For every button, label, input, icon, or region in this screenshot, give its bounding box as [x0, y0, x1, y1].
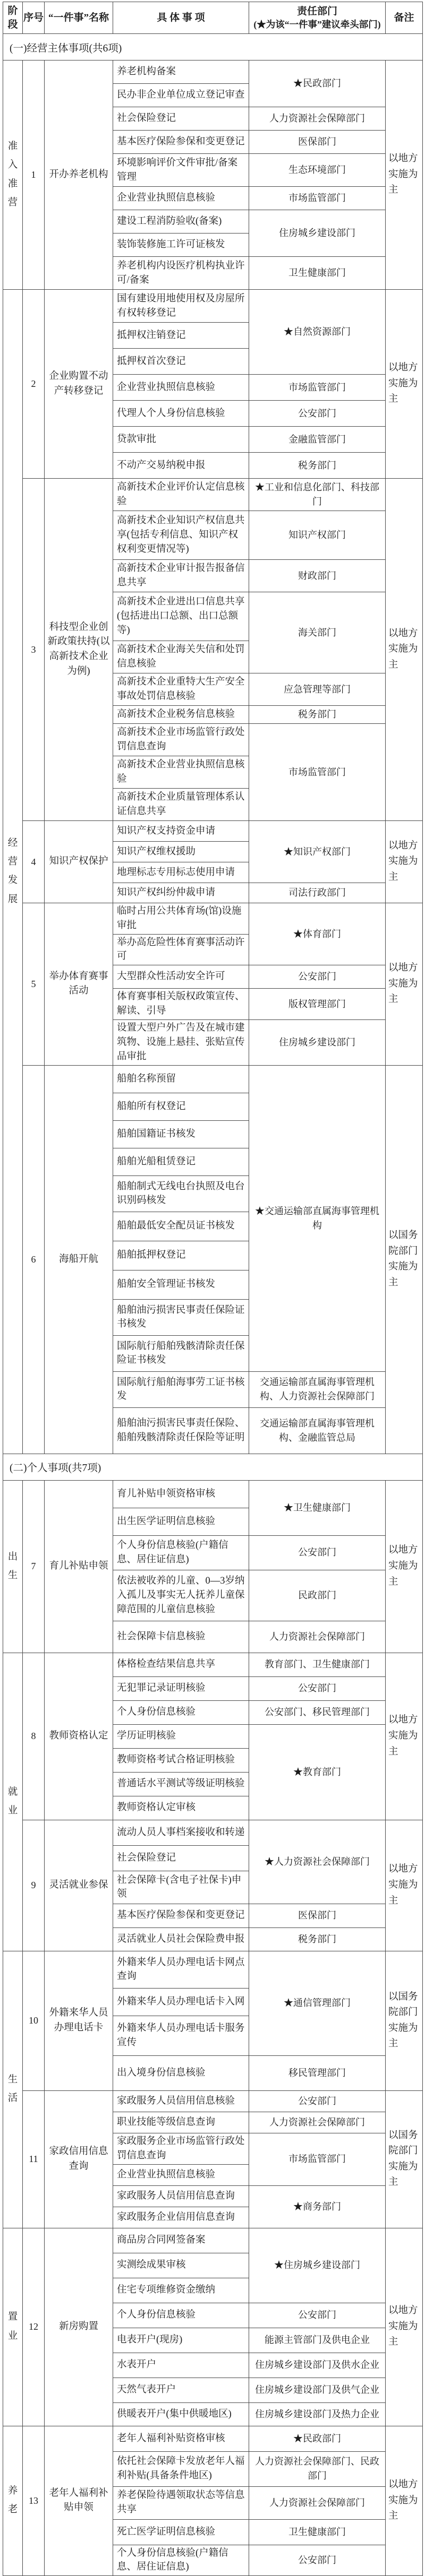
dept-cell: ★体育部门: [249, 903, 386, 965]
dept-cell: 生态环境部门: [249, 154, 386, 187]
item-cell: 装饰装修施工许可证核发: [113, 234, 249, 257]
item-cell: 外籍来华人员办理电话卡网点查询: [113, 1951, 249, 1988]
table-row: [3, 2426, 423, 2451]
remark-cell: 以地方实施为主: [386, 821, 423, 903]
item-cell: 体育赛事相关版权政策宣传、解读、引导: [113, 989, 249, 1020]
item-cell: 船舶国籍证书核发: [113, 1120, 249, 1148]
dept-cell: 司法行政部门: [249, 883, 386, 903]
dept-cell: 住房城乡建设部门及热力企业: [249, 2402, 386, 2426]
item-cell: 船舶制式无线电台执照及电台识别码核发: [113, 1175, 249, 1212]
dept-cell: 海关部门: [249, 592, 386, 673]
dept-cell: 教育部门、卫生健康部门: [249, 1653, 386, 1676]
item-cell: 出入境身份信息核验: [113, 2055, 249, 2090]
table-row: [3, 1951, 423, 1988]
dept-cell: ★知识产权部门: [249, 821, 386, 883]
stage-label: 生活: [7, 2074, 18, 2104]
dept-cell: 交通运输部直属海事管理机构、人力资源社会保障部门: [249, 1371, 386, 1407]
dept-cell: 应急管理等部门: [249, 673, 386, 706]
item-cell: 无犯罪记录证明核验: [113, 1676, 249, 1700]
stage-cell: [3, 1653, 23, 1951]
item-cell: 国际航行船舶残骸清除责任保险证书核发: [113, 1335, 249, 1371]
item-cell: 家政服务企业市场监管行政处罚信息查询: [113, 2133, 249, 2164]
item-cell: 实测绘成果审核: [113, 2253, 249, 2278]
one-thing-name: 外籍来华人员办理电话卡: [45, 1951, 113, 2090]
dept-cell: 交通运输部直属海事管理机构、金融监管总局: [249, 1407, 386, 1454]
dept-cell: 市场监管部门: [249, 724, 386, 821]
item-cell: 举办高危险性体育赛事活动许可: [113, 934, 249, 965]
stage-label: 经营发展: [7, 838, 18, 905]
stage-label: 就业: [7, 1787, 18, 1817]
row-number: 6: [23, 1065, 45, 1454]
item-cell: 国有建设用地使用权及房屋所有权转移登记: [113, 290, 249, 323]
dept-cell: ★卫生健康部门: [249, 1480, 386, 1535]
row-number: 3: [23, 479, 45, 821]
item-cell: 高新技术企业审计报告报备信息共享: [113, 560, 249, 592]
dept-cell: ★民政部门: [249, 60, 386, 107]
item-cell: 企业营业执照信息核验: [113, 187, 249, 210]
item-cell: 灵活就业人员社会保险费申报: [113, 1927, 249, 1951]
remark-cell: 以地方实施为主: [386, 290, 423, 479]
table-header: [3, 2, 423, 34]
dept-cell: 公安部门: [249, 2303, 386, 2328]
one-thing-name: 新房购置: [45, 2228, 113, 2426]
item-cell: 船舶名称预留: [113, 1065, 249, 1093]
item-cell: 依托社会保障卡发放老年人福利补贴(具备条件地区): [113, 2451, 249, 2486]
row-number: 10: [23, 1951, 45, 2090]
one-thing-name: 开办养老机构: [45, 60, 113, 290]
dept-cell: 公安部门: [249, 965, 386, 989]
item-cell: 知识产权支持资金申请: [113, 821, 249, 842]
dept-cell: 住房城乡建设部门及供气企业: [249, 2378, 386, 2402]
item-cell: 企业营业执照信息核验: [113, 2164, 249, 2185]
item-cell: 不动产交易纳税申报: [113, 453, 249, 479]
item-cell: 老年人福利补贴资格审核: [113, 2426, 249, 2451]
stage-cell: [3, 2228, 23, 2426]
row-number: 5: [23, 903, 45, 1066]
one-thing-name: 企业购置不动产转移登记: [45, 290, 113, 479]
item-cell: 教师资格认定审核: [113, 1796, 249, 1820]
item-cell: 建设工程消防验收(备案): [113, 210, 249, 234]
item-cell: 商品房合同网签备案: [113, 2228, 249, 2253]
item-cell: 基本医疗保险参保和变更登记: [113, 131, 249, 154]
item-cell: 学历证明核验: [113, 1724, 249, 1748]
remark-cell: 以地方实施为主: [386, 479, 423, 821]
dept-cell: 税务部门: [249, 453, 386, 479]
row-number: 13: [23, 2426, 45, 2576]
item-cell: 养老机构备案: [113, 60, 249, 84]
item-cell: 育儿补贴申领资格审核: [113, 1480, 249, 1508]
item-cell: 社会保障卡信息核验: [113, 1621, 249, 1653]
remark-cell: 以地方实施为主: [386, 2228, 423, 2426]
remark-cell: 以地方实施为主: [386, 2426, 423, 2576]
item-cell: 高新技术企业质量管理体系认证信息共享: [113, 789, 249, 821]
remark-cell: 以国务院部门实施为主: [386, 1951, 423, 2090]
item-cell: 依法被收养的儿童、0—3岁纳入孤儿及事实无人抚养儿童保障范围的儿童信息核验: [113, 1570, 249, 1621]
stage-label: 置业: [7, 2312, 18, 2341]
stage-label: 准入准营: [7, 141, 18, 208]
item-cell: 抵押权注销登记: [113, 323, 249, 349]
item-cell: 船舶抵押权登记: [113, 1241, 249, 1270]
header-row: [3, 2, 423, 34]
remark-cell: 以地方实施为主: [386, 1653, 423, 1820]
item-cell: 船舶所有权登记: [113, 1093, 249, 1120]
item-cell: 高新技术企业知识产权信息共享(包括专利信息、知识产权权利变更情况等): [113, 511, 249, 560]
dept-cell: 财政部门: [249, 560, 386, 592]
item-cell: 大型群众性活动安全许可: [113, 965, 249, 989]
item-cell: 环境影响评价文件审批/备案管理: [113, 154, 249, 187]
header-dept: [249, 2, 386, 34]
dept-cell: 公安部门: [249, 2545, 386, 2576]
table-row: [3, 2090, 423, 2112]
remark-cell: 以地方实施为主: [386, 1480, 423, 1653]
dept-cell: ★人力资源社会保障部门: [249, 1820, 386, 1904]
dept-cell: 市场监管部门: [249, 375, 386, 401]
row-number: 4: [23, 821, 45, 903]
stage-cell: [3, 1951, 23, 2228]
item-cell: 基本医疗保险参保和变更登记: [113, 1904, 249, 1927]
table-row: [3, 1065, 423, 1093]
item-cell: 天然气表开户: [113, 2378, 249, 2402]
dept-cell: ★工业和信息化部门、科技部门: [249, 479, 386, 511]
item-cell: 地理标志专用标志使用申请: [113, 862, 249, 883]
dept-cell: 税务部门: [249, 706, 386, 724]
remark-cell: 以国务院部门实施为主: [386, 2090, 423, 2228]
dept-cell: 知识产权部门: [249, 511, 386, 560]
one-thing-name: 知识产权保护: [45, 821, 113, 903]
dept-cell: 公安部门、移民管理部门: [249, 1700, 386, 1724]
one-thing-name: 海船开航: [45, 1065, 113, 1454]
dept-cell: 能源主管部门及供电企业: [249, 2328, 386, 2353]
section-title: (二)个人事项(共7项): [3, 1454, 423, 1480]
item-cell: 船舶油污损害民事责任保险证书核发: [113, 1299, 249, 1335]
stage-cell: [3, 60, 23, 290]
row-number: 7: [23, 1480, 45, 1653]
item-cell: 养老机构内设医疗机构执业许可/备案: [113, 257, 249, 290]
item-cell: 供暖表开户(集中供暖地区): [113, 2402, 249, 2426]
remark-cell: 以地方实施为主: [386, 903, 423, 1066]
item-cell: 知识产权纠纷仲裁申请: [113, 883, 249, 903]
item-cell: 社会保障卡(含电子社保卡)申领: [113, 1871, 249, 1904]
dept-cell: 住房城乡建设部门: [249, 1019, 386, 1065]
stage-cell: [3, 2426, 23, 2576]
dept-cell: 医保部门: [249, 1904, 386, 1927]
dept-cell: 卫生健康部门: [249, 257, 386, 290]
section-header-row: [3, 1454, 423, 1480]
dept-cell: 公安部门: [249, 2090, 386, 2112]
item-cell: 流动人员人事档案接收和转递: [113, 1820, 249, 1845]
dept-cell: 金融监管部门: [249, 427, 386, 453]
item-cell: 高新技术企业海关失信和处罚信息核验: [113, 641, 249, 673]
item-cell: 水表开户: [113, 2353, 249, 2378]
item-cell: 国际航行船舶海事劳工证书核发: [113, 1371, 249, 1407]
header-remark: 备注: [386, 2, 423, 34]
item-cell: 普通话水平测试等级证明核验: [113, 1772, 249, 1796]
dept-cell: 版权管理部门: [249, 989, 386, 1020]
row-number: 11: [23, 2090, 45, 2228]
dept-cell: ★住房城乡建设部门: [249, 2228, 386, 2303]
one-thing-services-table: [3, 2, 423, 2576]
dept-cell: 人力资源社会保障部门: [249, 1621, 386, 1653]
item-cell: 死亡医学证明信息核验: [113, 2519, 249, 2545]
dept-cell: ★通信管理部门: [249, 1951, 386, 2055]
dept-cell: 住房城乡建设部门: [249, 210, 386, 257]
item-cell: 民办非企业单位成立登记审查: [113, 84, 249, 107]
item-cell: 高新技术企业营业执照信息核验: [113, 756, 249, 789]
one-thing-name: 灵活就业参保: [45, 1820, 113, 1951]
stage-cell: [3, 1480, 23, 1653]
item-cell: 社会保险登记: [113, 1845, 249, 1871]
one-thing-name: 教师资格认定: [45, 1653, 113, 1820]
item-cell: 设置大型户外广告及在城市建筑物、设施上悬挂、张贴宣传品审批: [113, 1019, 249, 1065]
stage-label: 养老: [7, 2486, 18, 2516]
header-name: “一件事”名称: [45, 2, 113, 34]
item-cell: 临时占用公共体育场(馆)设施审批: [113, 903, 249, 935]
remark-cell: 以国务院部门实施为主: [386, 1065, 423, 1454]
one-thing-name: 育儿补贴申领: [45, 1480, 113, 1653]
dept-cell: 医保部门: [249, 131, 386, 154]
header-dept-line2: (★为该“一件事”建议牵头部门): [253, 19, 381, 30]
item-cell: 个人身份信息核验(户籍信息、居住证信息): [113, 2545, 249, 2576]
one-thing-name: 科技型企业创新政策扶持(以高新技术企业为例): [45, 479, 113, 821]
dept-cell: 公安部门: [249, 1535, 386, 1570]
item-cell: 高新技术企业进出口信息共享(包括进出口总额、出口总额等): [113, 592, 249, 641]
item-cell: 教师资格考试合格证明核验: [113, 1748, 249, 1772]
table-row: [3, 479, 423, 511]
item-cell: 养老保险待遇领取状态等信息共享: [113, 2486, 249, 2519]
header-stage: 阶段: [3, 2, 23, 34]
remark-cell: 以地方实施为主: [386, 60, 423, 290]
remark-cell: 以地方实施为主: [386, 1820, 423, 1951]
dept-cell: 人力资源社会保障部门、民政部门: [249, 2451, 386, 2486]
table-row: [3, 1480, 423, 1508]
item-cell: 代理人个人身份信息核验: [113, 401, 249, 427]
item-cell: 船舶油污损害民事责任保险、船舶残骸清除责任保险等证明: [113, 1407, 249, 1454]
stage-label: 出生: [7, 1551, 18, 1581]
item-cell: 高新技术企业税务信息核验: [113, 706, 249, 724]
section-header-row: [3, 34, 423, 60]
dept-cell: 人力资源社会保障部门: [249, 2112, 386, 2133]
row-number: 9: [23, 1820, 45, 1951]
dept-cell: 人力资源社会保障部门: [249, 107, 386, 131]
item-cell: 个人身份信息核验: [113, 2303, 249, 2328]
item-cell: 船舶最低安全配员证书核发: [113, 1212, 249, 1241]
dept-cell: 市场监管部门: [249, 187, 386, 210]
item-cell: 船舶光船租赁登记: [113, 1148, 249, 1175]
item-cell: 高新技术企业重特大生产安全事故处罚信息核验: [113, 673, 249, 706]
item-cell: 船舶安全管理证书核发: [113, 1270, 249, 1299]
item-cell: 高新技术企业评价认定信息核验: [113, 479, 249, 511]
row-number: 12: [23, 2228, 45, 2426]
dept-cell: ★商务部门: [249, 2185, 386, 2228]
item-cell: 家政服务企业信用信息查询: [113, 2207, 249, 2228]
item-cell: 职业技能等级信息查询: [113, 2112, 249, 2133]
item-cell: 高新技术企业市场监管行政处罚信息查询: [113, 724, 249, 756]
header-item: 具 体 事 项: [113, 2, 249, 34]
row-number: 1: [23, 60, 45, 290]
item-cell: 外籍来华人员办理电话卡入网: [113, 1988, 249, 2016]
dept-cell: 税务部门: [249, 1927, 386, 1951]
dept-cell: ★自然资源部门: [249, 290, 386, 375]
item-cell: 企业营业执照信息核验: [113, 375, 249, 401]
dept-cell: 民政部门: [249, 1570, 386, 1621]
dept-cell: ★民政部门: [249, 2426, 386, 2451]
table-row: [3, 60, 423, 84]
item-cell: 社会保险登记: [113, 107, 249, 131]
item-cell: 出生医学证明信息核验: [113, 1508, 249, 1535]
dept-cell: 公安部门: [249, 401, 386, 427]
item-cell: 家政服务人员信用信息核验: [113, 2090, 249, 2112]
header-no: 序号: [23, 2, 45, 34]
dept-cell: 移民管理部门: [249, 2055, 386, 2090]
one-thing-name: 举办体育赛事活动: [45, 903, 113, 1066]
item-cell: 贷款审批: [113, 427, 249, 453]
table-row: [3, 1820, 423, 1845]
table-row: [3, 903, 423, 935]
dept-cell: 住房城乡建设部门及供水企业: [249, 2353, 386, 2378]
item-cell: 知识产权维权援助: [113, 842, 249, 862]
dept-cell: 公安部门: [249, 1676, 386, 1700]
table-row: [3, 290, 423, 323]
item-cell: 家政服务人员信用信息查询: [113, 2185, 249, 2207]
stage-cell: [3, 290, 23, 1454]
item-cell: 电表开户(现房): [113, 2328, 249, 2353]
table-row: [3, 821, 423, 842]
header-dept-line1: 责任部门: [296, 5, 337, 17]
dept-cell: 卫生健康部门: [249, 2519, 386, 2545]
dept-cell: ★交通运输部直属海事管理机构: [249, 1065, 386, 1371]
one-thing-name: 老年人福利补贴申领: [45, 2426, 113, 2576]
item-cell: 个人身份信息核验: [113, 1700, 249, 1724]
row-number: 8: [23, 1653, 45, 1820]
row-number: 2: [23, 290, 45, 479]
item-cell: 体格检查结果信息共享: [113, 1653, 249, 1676]
dept-cell: 人力资源社会保障部门: [249, 2486, 386, 2519]
table-row: [3, 2228, 423, 2253]
dept-cell: 市场监管部门: [249, 2133, 386, 2185]
dept-cell: ★教育部门: [249, 1724, 386, 1820]
item-cell: 住宅专项维修资金缴纳: [113, 2278, 249, 2303]
section-title: (一)经营主体事项(共6项): [3, 34, 423, 60]
item-cell: 外籍来华人员办理电话卡服务宣传: [113, 2016, 249, 2055]
item-cell: 个人身份信息核验(户籍信息、居住证信息): [113, 1535, 249, 1570]
table-row: [3, 1653, 423, 1676]
item-cell: 抵押权首次登记: [113, 349, 249, 375]
table-body: [3, 34, 423, 2576]
one-thing-name: 家政信用信息查询: [45, 2090, 113, 2228]
